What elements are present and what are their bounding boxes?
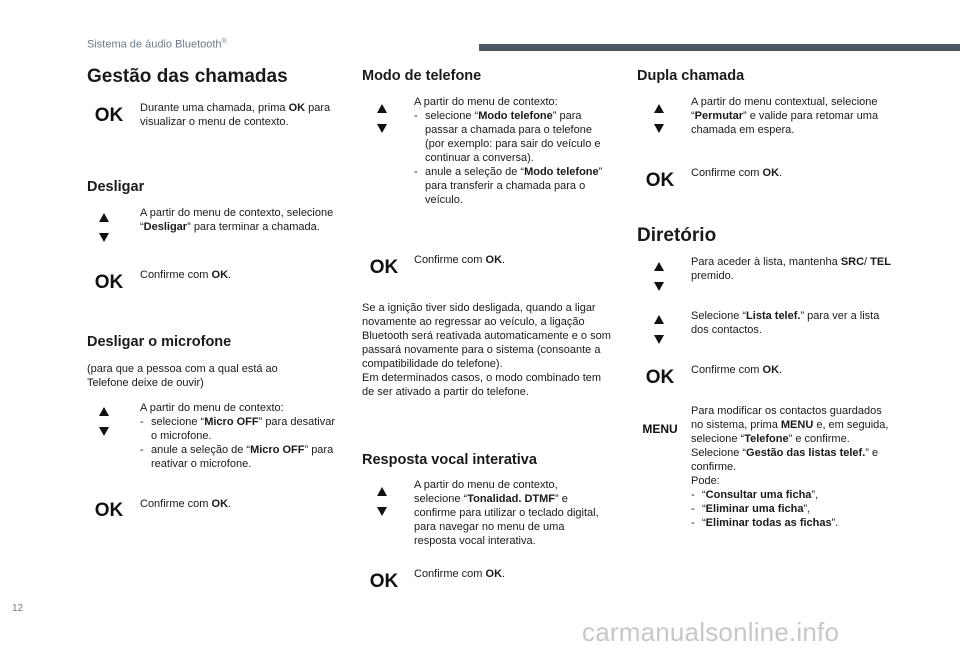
diretorio-step2-text: Selecione “Lista telef.” para ver a lista dos contactos. xyxy=(691,310,880,336)
section-title-resposta: Resposta vocal interativa xyxy=(362,452,537,468)
down-arrow-icon xyxy=(654,124,664,133)
ok-icon: OK xyxy=(645,367,675,388)
modo-ok-text: Confirme com OK. xyxy=(414,254,506,266)
section-title-gestao: Gestão das chamadas xyxy=(87,66,288,87)
up-arrow-icon xyxy=(654,315,664,324)
modo-arrow-text: A partir do menu de contexto: - selecione “Modo telefone” para passar a chamada para o telefone (por exemplo: para sair do veículo e continuar a conversa). - anule a seleção de “Modo telefone” para transferir a chamada para o veículo. xyxy=(414,96,603,206)
up-arrow-icon xyxy=(377,104,387,113)
down-arrow-icon xyxy=(377,507,387,516)
list-item: - “Consultar uma ficha”, xyxy=(691,489,819,501)
diretorio-ok-text: Confirme com OK. xyxy=(691,364,783,376)
registered-mark: ® xyxy=(221,38,227,45)
ok-icon: OK xyxy=(94,105,124,126)
down-arrow-icon xyxy=(99,233,109,242)
ok-icon: OK xyxy=(94,500,124,521)
section-title-dupla: Dupla chamada xyxy=(637,68,745,84)
ok-icon: OK xyxy=(369,257,399,278)
down-arrow-icon xyxy=(654,282,664,291)
section-title-desligar: Desligar xyxy=(87,179,145,195)
up-arrow-icon xyxy=(654,104,664,113)
running-header: Sistema de áudio Bluetooth® xyxy=(87,38,227,51)
ok-icon: OK xyxy=(94,272,124,293)
desligar-ok-text: Confirme com OK. xyxy=(140,269,232,281)
up-arrow-icon xyxy=(99,213,109,222)
header-bar xyxy=(479,44,960,51)
dupla-arrow-text: A partir do menu contextual, selecione “Permutar” e valide para retomar uma chamada em espera. xyxy=(691,96,879,136)
watermark: carmanualsonline.info xyxy=(582,617,840,647)
menu-icon: MENU xyxy=(642,422,678,436)
up-down-arrows-icon xyxy=(362,487,402,517)
up-arrow-icon xyxy=(377,487,387,496)
dupla-ok-text: Confirme com OK. xyxy=(691,167,783,179)
list-item: - “Eliminar uma ficha”, xyxy=(691,503,811,515)
list-item: - anule a seleção de “Micro OFF” para reativar o microfone. xyxy=(140,444,334,470)
microfone-intro: (para que a pessoa com a qual está ao Telefone deixe de ouvir) xyxy=(87,363,278,389)
list-item: - “Eliminar todas as fichas”. xyxy=(691,517,839,529)
down-arrow-icon xyxy=(99,427,109,436)
down-arrow-icon xyxy=(377,124,387,133)
up-down-arrows-icon xyxy=(84,213,124,243)
microfone-ok-text: Confirme com OK. xyxy=(140,498,232,510)
up-down-arrows-icon xyxy=(84,407,124,437)
list-item: - anule a seleção de “Modo telefone” para transferir a chamada para o veículo. xyxy=(414,166,603,206)
desligar-arrow-text: A partir do menu de contexto, selecione “Desligar” para terminar a chamada. xyxy=(140,207,334,233)
ok-icon: OK xyxy=(369,571,399,592)
ok-icon: OK xyxy=(645,170,675,191)
list-item: - selecione “Modo telefone” para passar a chamada para o telefone (por exemplo: para sair do veículo e continuar a conversa). xyxy=(414,110,601,164)
up-down-arrows-icon xyxy=(639,262,679,292)
diretorio-step1-text: Para aceder à lista, mantenha SRC/ TEL premido. xyxy=(691,256,891,282)
page-number: 12 xyxy=(12,603,24,614)
up-arrow-icon xyxy=(654,262,664,271)
up-down-arrows-icon xyxy=(362,104,402,134)
down-arrow-icon xyxy=(654,335,664,344)
section-title-diretorio: Diretório xyxy=(637,225,717,246)
modo-note: Se a ignição tiver sido desligada, quando a ligar novamente ao regressar ao veículo, a ligação Bluetooth será reativada automaticamente e o som passará novamente para o sistema (consoante a compatibilidade do telefone). Em determinados casos, o modo combinado tem de ser ativado a partir do telefone. xyxy=(362,302,611,398)
up-arrow-icon xyxy=(99,407,109,416)
resposta-arrow-text: A partir do menu de contexto, selecione “Tonalidad. DTMF” e confirme para utilizar o teclado digital, para navegar no menu de uma resposta vocal interativa. xyxy=(414,479,599,547)
diretorio-menu-text: Para modificar os contactos guardados no sistema, prima MENU e, em seguida, selecione “Telefone” e confirme. Selecione “Gestão das listas telef.” e confirme. Pode: - “Consultar uma ficha”, - “Eliminar uma ficha”, - “Eliminar todas as fichas”. xyxy=(691,404,896,530)
resposta-ok-text: Confirme com OK. xyxy=(414,568,506,580)
list-item: - selecione “Micro OFF” para desativar o microfone. xyxy=(140,416,336,442)
up-down-arrows-icon xyxy=(639,104,679,134)
up-down-arrows-icon xyxy=(639,315,679,345)
section-title-microfone: Desligar o microfone xyxy=(87,334,232,350)
microfone-arrow-text: A partir do menu de contexto: - selecione “Micro OFF” para desativar o microfone. - anule a seleção de “Micro OFF” para reativar o microfone. xyxy=(140,401,340,471)
gestao-ok-text: Durante uma chamada, prima OK para visualizar o menu de contexto. xyxy=(140,102,331,128)
section-title-modo: Modo de telefone xyxy=(362,68,482,84)
